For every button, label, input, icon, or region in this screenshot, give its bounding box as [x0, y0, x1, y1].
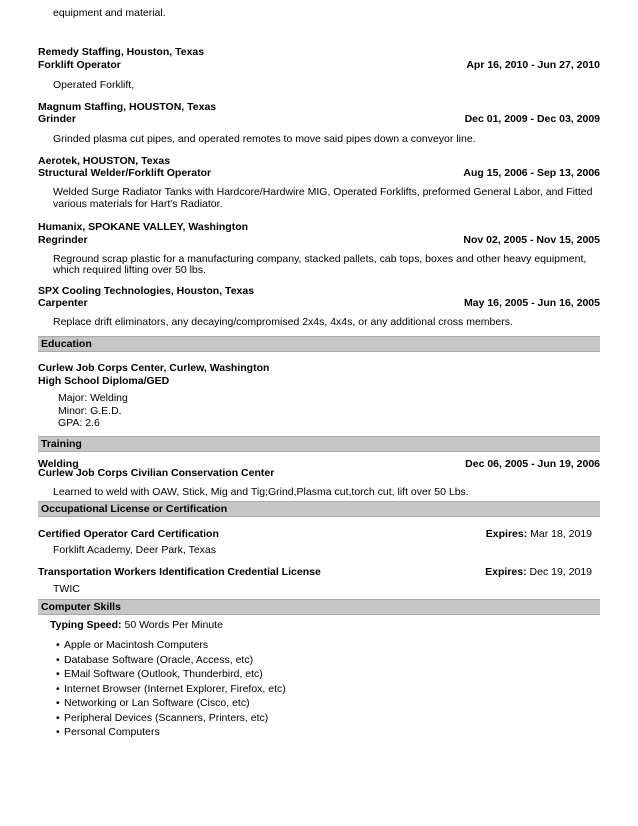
training-dates: Dec 06, 2005 - Jun 19, 2006: [465, 458, 600, 470]
expires-label: Expires:: [485, 528, 528, 540]
license-name: Transportation Workers Identification Credential License: [38, 566, 321, 578]
typing-speed-value: 50 Words Per Minute: [124, 619, 223, 631]
job-desc: various materials for Hart's Radiator.: [53, 198, 223, 210]
education-minor: Minor: G.E.D.: [58, 405, 122, 417]
typing-speed: [50, 619, 223, 631]
license-expiry: [485, 566, 592, 578]
job-dates: Nov 02, 2005 - Nov 15, 2005: [463, 234, 600, 246]
education-gpa: GPA: 2.6: [58, 417, 100, 429]
training-org: Curlew Job Corps Civilian Conservation Center: [38, 467, 275, 479]
section-header-education: [38, 336, 600, 352]
education-degree: High School Diploma/GED: [38, 375, 170, 387]
job-desc-continued: equipment and material.: [53, 7, 166, 19]
job-company: Humanix, SPOKANE VALLEY, Washington: [38, 221, 249, 233]
expires-label: Expires:: [485, 566, 527, 578]
job-dates: Apr 16, 2010 - Jun 27, 2010: [466, 59, 600, 71]
job-company: Remedy Staffing, Houston, Texas: [38, 46, 205, 58]
job-desc: Grinded plasma cut pipes, and operated remotes to move said pipes down a conveyor line.: [53, 133, 476, 145]
expires-date: Dec 19, 2019: [529, 566, 592, 578]
section-title: Training: [41, 438, 82, 450]
license-name: Certified Operator Card Certification: [38, 528, 219, 540]
section-title: Computer Skills: [41, 601, 121, 613]
job-company: Magnum Staffing, HOUSTON, Texas: [38, 101, 217, 113]
job-title: Forklift Operator: [38, 59, 121, 71]
job-desc: which required lifting over 50 lbs.: [53, 264, 206, 276]
job-dates: Dec 01, 2009 - Dec 03, 2009: [464, 113, 600, 125]
list-item: • Apple or Macintosh Computers: [56, 638, 286, 653]
job-desc: Reground scrap plastic for a manufacturing company, stacked pallets, cab tops, boxes and other heavy equipment,: [53, 253, 587, 265]
training-title: Welding: [38, 458, 79, 470]
job-desc: Replace drift eliminators, any decaying/compromised 2x4s, 4x4s, or any additional cross members.: [53, 316, 513, 328]
skills-list: [56, 638, 286, 740]
list-item: • Database Software (Oracle, Access, etc): [56, 653, 286, 668]
job-desc: Operated Forklift,: [53, 79, 135, 91]
section-title: Education: [41, 338, 92, 350]
job-company: SPX Cooling Technologies, Houston, Texas: [38, 285, 255, 297]
training-desc: Learned to weld with OAW, Stick, Mig and Tig;Grind,Plasma cut,torch cut, lift over 50 Lbs.: [53, 486, 469, 498]
list-item: • Personal Computers: [56, 725, 286, 740]
license-issuer: Forklift Academy, Deer Park, Texas: [53, 544, 217, 556]
job-title: Grinder: [38, 113, 76, 125]
job-company: Aerotek, HOUSTON, Texas: [38, 155, 171, 167]
job-desc: Welded Surge Radiator Tanks with Hardcore/Hardwire MIG, Operated Forklifts, preformed General Labor, and Fitted: [53, 186, 593, 198]
section-header-training: [38, 436, 600, 452]
typing-speed-label: Typing Speed:: [50, 619, 122, 631]
list-item: • Peripheral Devices (Scanners, Printers, etc): [56, 711, 286, 726]
list-item: • Networking or Lan Software (Cisco, etc): [56, 696, 286, 711]
job-title: Regrinder: [38, 234, 88, 246]
list-item: • Internet Browser (Internet Explorer, Firefox, etc): [56, 682, 286, 697]
license-expiry: [486, 528, 592, 540]
job-title: Structural Welder/Forklift Operator: [38, 167, 212, 179]
section-title: Occupational License or Certification: [41, 503, 228, 515]
section-header-licenses: [38, 501, 600, 517]
job-title: Carpenter: [38, 297, 88, 309]
list-item: • EMail Software (Outlook, Thunderbird, etc): [56, 667, 286, 682]
expires-date: Mar 18, 2019: [530, 528, 592, 540]
job-dates: May 16, 2005 - Jun 16, 2005: [463, 297, 600, 309]
license-issuer: TWIC: [53, 583, 80, 595]
job-dates: Aug 15, 2006 - Sep 13, 2006: [463, 167, 600, 179]
education-school: Curlew Job Corps Center, Curlew, Washington: [38, 362, 270, 374]
education-major: Major: Welding: [58, 392, 128, 404]
section-header-computer-skills: [38, 599, 600, 615]
